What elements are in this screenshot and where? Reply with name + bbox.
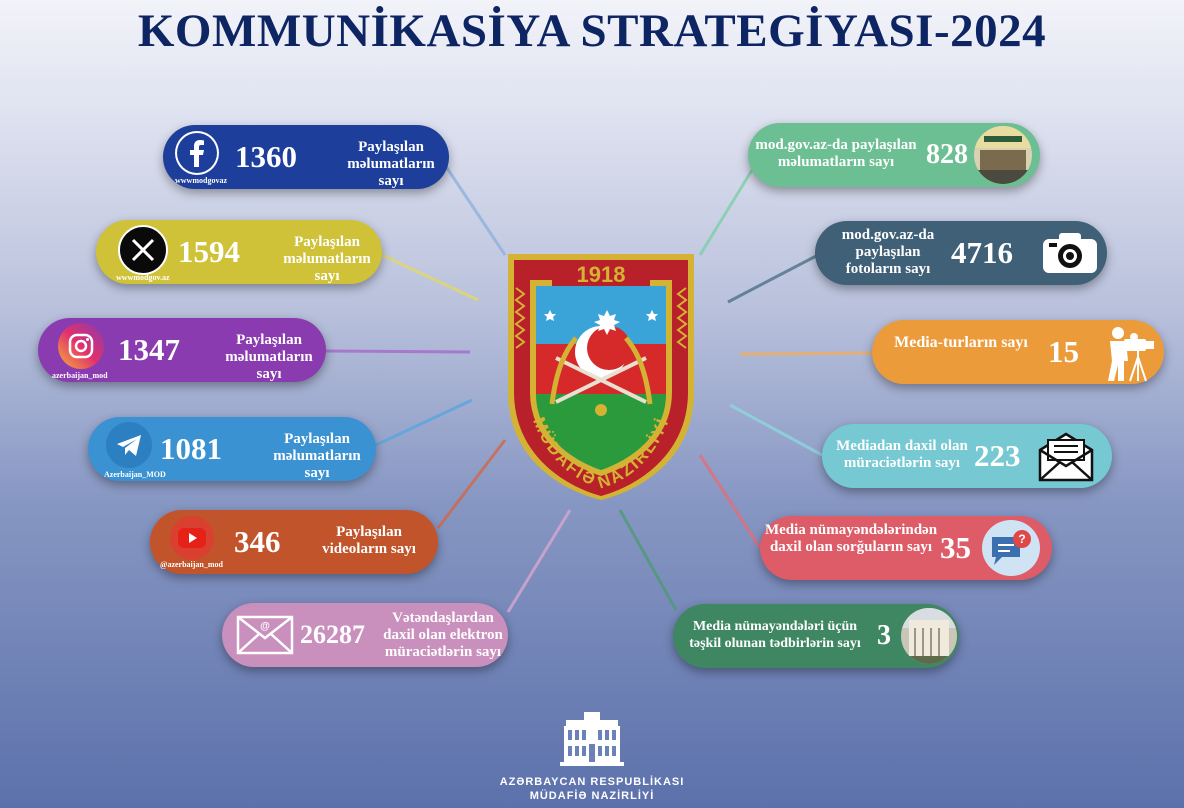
media-events-stat-pill: [673, 604, 959, 668]
website-posts-label: mod.gov.az-da paylaşılan məlumatların sayı: [755, 137, 917, 170]
website-posts-stat-pill: [748, 123, 1040, 187]
facebook-label: Paylaşılan məlumatların sayı: [347, 139, 435, 189]
youtube-stat-pill: [150, 510, 438, 574]
youtube-label: Paylaşılan videoların sayı: [322, 524, 416, 557]
media-events-label: Media nümayəndələri üçün təşkil olunan tədbirlərin sayı: [689, 619, 861, 651]
instagram-count: 1347: [118, 332, 180, 367]
svg-text:@: @: [260, 621, 270, 632]
ministry-building-logo: [560, 710, 624, 771]
x-count: 1594: [178, 234, 240, 269]
youtube-handle: @azerbaijan_mod: [160, 560, 223, 569]
x-stat-pill: [96, 220, 382, 284]
telegram-stat-pill: [88, 417, 376, 481]
facebook-handle: wwwmodgovaz: [175, 176, 227, 185]
e-appeals-count: 26287: [300, 620, 365, 649]
media-appeals-label: Mediadan daxil olan müraciətlərin sayı: [836, 438, 968, 471]
facebook-icon: [175, 131, 219, 175]
media-tours-count: 15: [1048, 334, 1079, 369]
website-photos-stat-pill: [815, 221, 1107, 285]
cameraman-icon: [1096, 322, 1160, 384]
instagram-handle: azerbaijan_mod: [52, 371, 108, 380]
media-tours-label: Media-turların sayı: [894, 334, 1028, 351]
x-label: Paylaşılan məlumatların sayı: [283, 234, 371, 284]
e-appeals-stat-pill: [222, 603, 508, 667]
telegram-icon: [106, 422, 152, 468]
chat-question-icon: [982, 520, 1040, 576]
instagram-icon: [58, 323, 104, 369]
media-tours-stat-pill: [872, 320, 1164, 384]
youtube-count: 346: [234, 524, 281, 559]
page-title: KOMMUNİKASİYA STRATEGİYASI-2024: [137, 5, 1047, 57]
building-photo-icon: [901, 608, 957, 664]
camera-icon: [1037, 225, 1103, 281]
website-photos-label: mod.gov.az-da paylaşılan fotoların sayı: [841, 227, 935, 277]
instagram-stat-pill: [38, 318, 326, 382]
emblem-year: 1918: [576, 262, 626, 287]
emblem-text: MÜDAFİƏ NAZİRLİYİ: [529, 414, 673, 493]
envelope-icon: [1034, 428, 1098, 484]
mail-icon: [232, 609, 298, 661]
footer-line1: AZƏRBAYCAN RESPUBLİKASI: [499, 776, 685, 788]
x-icon: [118, 225, 168, 275]
telegram-count: 1081: [160, 431, 222, 466]
instagram-label: Paylaşılan məlumatların sayı: [225, 332, 313, 382]
e-appeals-label: Vətəndaşlardan daxil olan elektron müraciətlərin sayı: [383, 610, 503, 660]
telegram-handle: Azerbaijan_MOD: [104, 470, 166, 479]
facebook-count: 1360: [235, 139, 297, 174]
media-queries-stat-pill: [760, 516, 1052, 580]
youtube-icon: [170, 516, 214, 560]
media-events-count: 3: [877, 620, 891, 651]
media-appeals-count: 223: [974, 438, 1021, 473]
x-handle: wwwmodgov.az: [116, 273, 170, 282]
ministry-emblem: [506, 252, 696, 505]
media-queries-label: Media nümayəndələrindən daxil olan sorğuların sayı: [764, 522, 938, 555]
website-posts-count: 828: [926, 139, 968, 170]
facebook-stat-pill: [163, 125, 449, 189]
svg-text:?: ?: [1018, 532, 1026, 546]
website-photos-count: 4716: [951, 235, 1013, 270]
footer-line2: MÜDAFİƏ NAZİRLİYİ: [529, 790, 655, 802]
website-photo-icon: [974, 126, 1032, 184]
media-appeals-stat-pill: [822, 424, 1112, 488]
telegram-label: Paylaşılan məlumatların sayı: [273, 431, 361, 481]
media-queries-count: 35: [940, 530, 971, 565]
